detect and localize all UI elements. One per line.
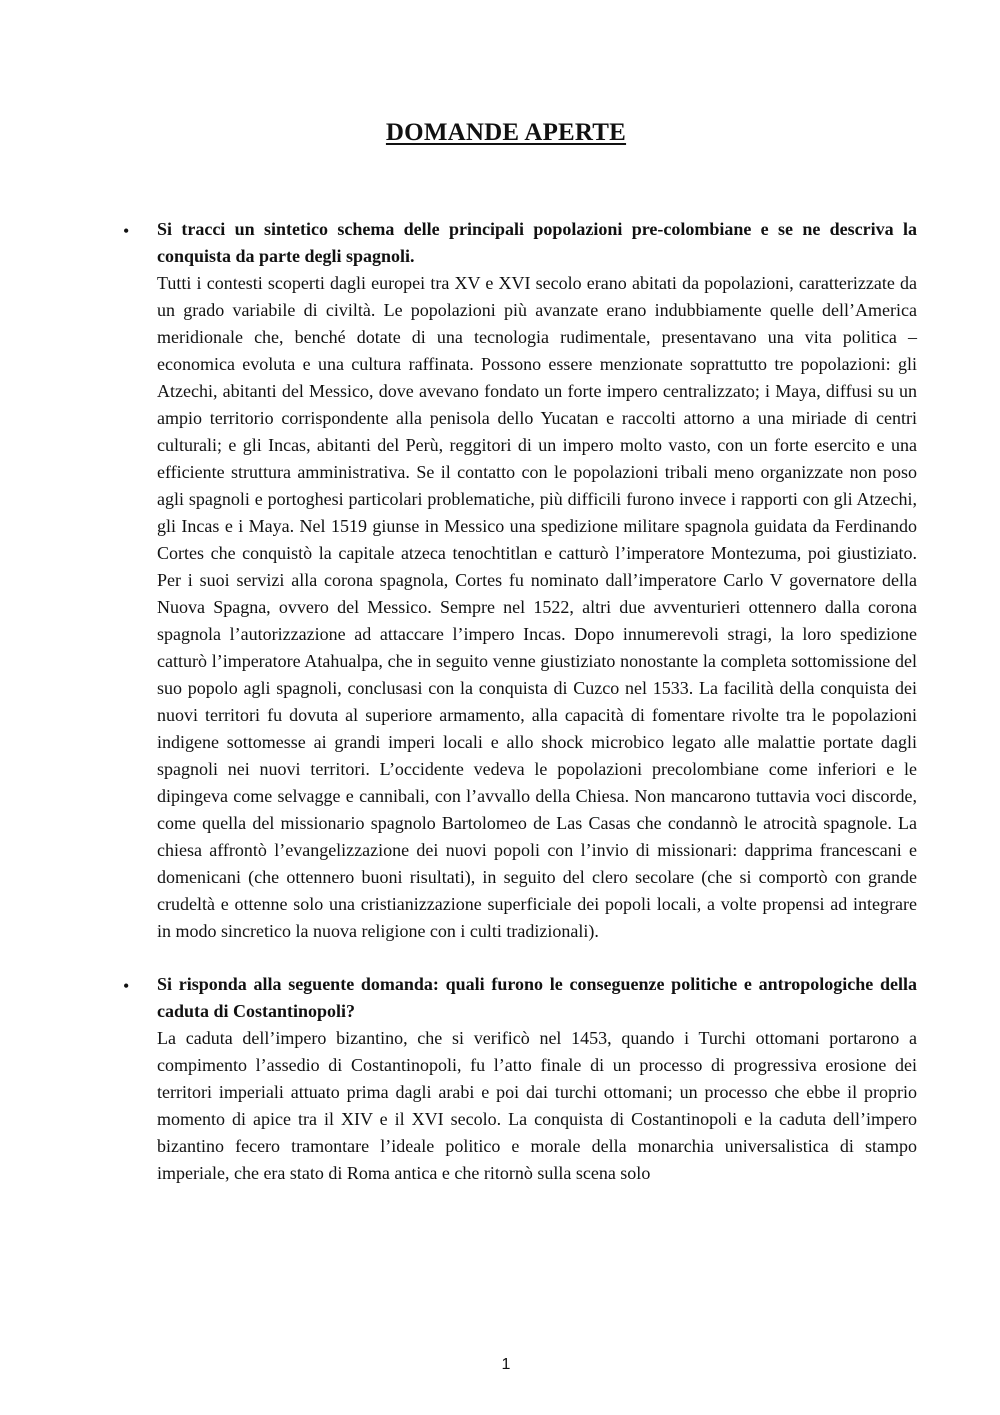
question-heading: Si risponda alla seguente domanda: quali furono le conseguenze politiche e antropologiche della caduta di Costantinopoli? bbox=[157, 974, 917, 1021]
bullet-icon: • bbox=[123, 976, 130, 996]
answer-text: La caduta dell’impero bizantino, che si verificò nel 1453, quando i Turchi ottomani portarono a compimento l’assedio di Costantinopoli, fu l’atto finale di un processo di progressiva erosione dei territori imperiali attuato prima dagli arabi e poi dai turchi ottomani; un processo che ebbe il proprio momento di apice tra il XIV e il XVI secolo. La conquista di Costantinopoli e la caduta dell’impero bizantino fecero tramontare l’ideale politico e morale della monarchia universalistica di stampo imperiale, che era stato di Roma antica e che ritornò sulla scena solo bbox=[157, 1028, 917, 1183]
question-item-1 bbox=[123, 216, 917, 945]
page-title: DOMANDE APERTE bbox=[385, 119, 627, 146]
page-number: 1 bbox=[501, 1356, 511, 1373]
question-item-2 bbox=[123, 971, 917, 1187]
answer-text: Tutti i contesti scoperti dagli europei tra XV e XVI secolo erano abitati da popolazioni, caratterizzate da un grado variabile di civiltà. Le popolazioni più avanzate erano indubbiamente quelle dell’America meridionale che, benché dotate di una tecnologia rudimentale, presentavano una vita politica – economica evoluta e una cultura raffinata. Possono essere menzionate soprattutto tre popolazioni: gli Atzechi, abitanti del Messico, dove avevano fondato un forte impero centralizzato; i Maya, diffusi su un ampio territorio corrispondente alla penisola dello Yucatan e raccolti attorno a una miriade di centri culturali; e gli Incas, abitanti del Perù, reggitori di un impero molto vasto, con un forte esercito e una efficiente struttura amministrativa. Se il contatto con le popolazioni tribali meno organizzate non poso agli spagnoli e portoghesi particolari problematiche, più difficili furono invece i rapporti con gli Atzechi, gli Incas e i Maya. Nel 1519 giunse in Messico una spedizione militare spagnola guidata da Ferdinando Cortes che conquistò la capitale atzeca tenochtitlan e catturò l’imperatore Montezuma, poi giustiziato. Per i suoi servizi alla corona spagnola, Cortes fu nominato dall’imperatore Carlo V governatore della Nuova Spagna, ovvero del Messico. Sempre nel 1522, altri due avventurieri ottennero dalla corona spagnola l’autorizzazione ad attaccare l’impero Incas. Dopo innumerevoli stragi, la loro spedizione catturò l’imperatore Atahualpa, che in seguito venne giustiziato nonostante la completa sottomissione del suo popolo agli spagnoli, conclusasi con la conquista di Cuzco nel 1533. La facilità della conquista dei nuovi territori fu dovuta al superiore armamento, alla capacità di fomentare rivolte tra le popolazioni indigene sottomesse ai grandi imperi locali e allo shock microbico legato alle malattie portate dagli spagnoli nei nuovi territori. L’occidente vedeva le popolazioni precolombiane come inferiori e le dipingeva come selvagge e cannibali, con l’avvallo della Chiesa. Non mancarono tuttavia voci discorde, come quella del missionario spagnolo Bartolomeo de Las Casas che condannò le atrocità spagnole. La chiesa affrontò l’evangelizzazione dei nuovi popoli con l’invio di missionari: dapprima francescani e domenicani (che ottennero buoni risultati), in seguito del clero secolare (che si comportò con grande crudeltà e ottenne solo una cristianizzazione superficiale dei popoli locali, a volte propensi ad integrare in modo sincretico la nuova religione con i culti tradizionali). bbox=[157, 273, 917, 941]
question-list bbox=[0, 216, 1000, 1213]
bullet-icon: • bbox=[123, 221, 130, 241]
question-heading: Si tracci un sintetico schema delle principali popolazioni pre-colombiane e se ne descriva la conquista da parte degli spagnoli. bbox=[157, 219, 917, 266]
